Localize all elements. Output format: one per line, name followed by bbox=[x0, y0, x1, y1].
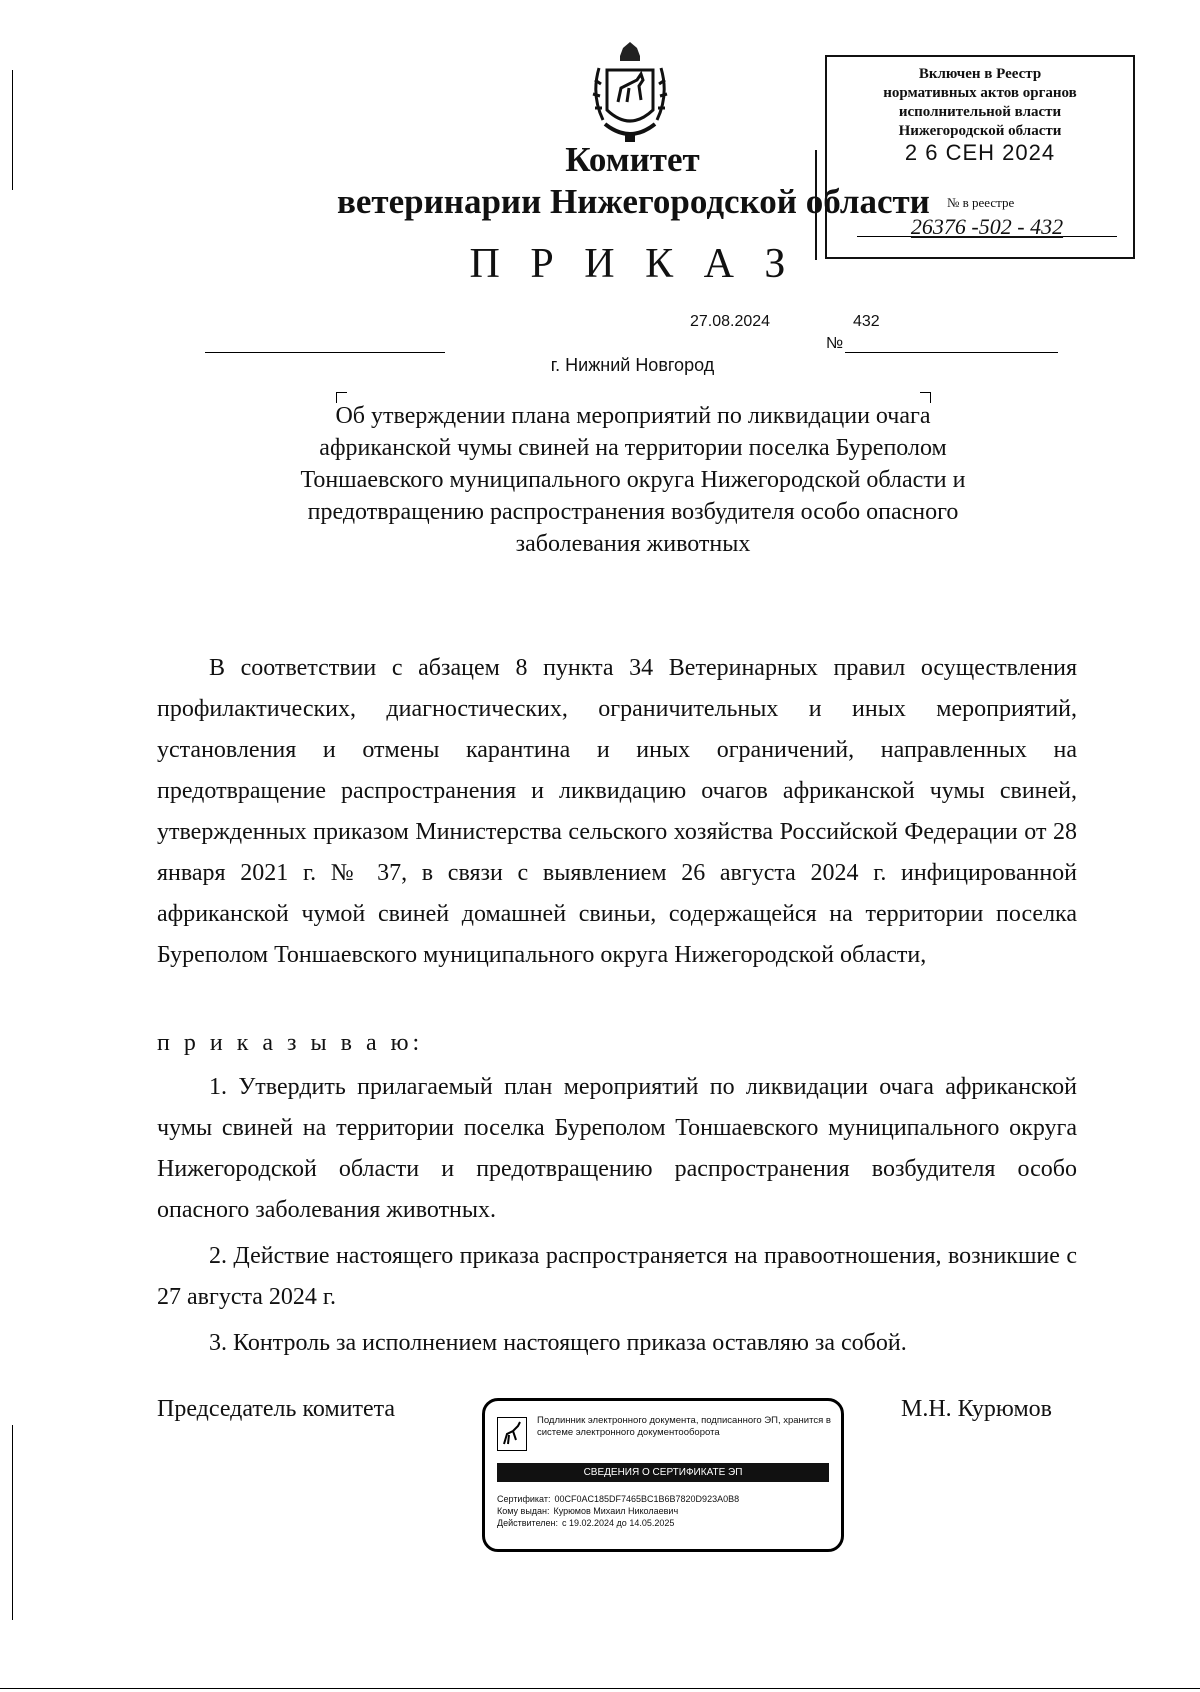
electronic-signature-stamp bbox=[482, 1398, 844, 1552]
order-word: п р и к а з ы в а ю: bbox=[157, 1030, 424, 1056]
registry-stamp-line: нормативных актов органов bbox=[883, 85, 1077, 101]
ep-issued-row bbox=[497, 1505, 743, 1517]
ep-stamp-header-bar: СВЕДЕНИЯ О СЕРТИФИКАТЕ ЭП bbox=[497, 1463, 829, 1482]
document-type-title: П Р И К А З bbox=[469, 241, 796, 287]
order-subject: Об утверждении плана мероприятий по ликвидации очага африканской чумы свиней на территории поселка Буреполом Тоншаевского муниципального округа Нижегородской области и предотвращению распространения возбудителя особо опасного заболевания животных bbox=[300, 403, 966, 557]
order-preamble: В соответствии с абзацем 8 пункта 34 Ветеринарных правил осуществления профилактических, диагностических, ограничительных и иных мероприятий, установления и отмены карантина и иных ограничений, направленных на предотвращение распространения и ликвидацию очагов африканской чумы свиней, утвержденных приказом Министерства сельского хозяйства Российской Федерации от 28 января 2021 г. № 37, в связи с выявлением 26 августа 2024 г. инфицированной африканской чумой свиней домашней свиньи, содержащейся на территории поселка Буреполом Тоншаевского муниципального округа Нижегородской области, bbox=[157, 655, 1077, 968]
ep-valid-row bbox=[497, 1517, 743, 1529]
signatory-name: М.Н. Курюмов bbox=[901, 1396, 1053, 1422]
order-number-label: № bbox=[826, 335, 844, 352]
coat-of-arms-icon bbox=[585, 40, 675, 150]
ep-certificate-details bbox=[497, 1493, 743, 1529]
committee-name-line2: ветеринарии Нижегородской области bbox=[337, 182, 930, 221]
order-number: 432 bbox=[853, 313, 880, 330]
registry-number: 26376 -502 - 432 bbox=[857, 217, 1117, 237]
order-date: 27.08.2024 bbox=[690, 313, 771, 330]
registry-stamp bbox=[825, 55, 1135, 259]
ep-valid-value: с 19.02.2024 до 14.05.2025 bbox=[562, 1518, 675, 1528]
ep-cert-row bbox=[497, 1493, 743, 1505]
ep-valid-label: Действителен: bbox=[497, 1518, 559, 1528]
ep-issued-value: Курюмов Михаил Николаевич bbox=[553, 1506, 679, 1516]
signatory-title: Председатель комитета bbox=[157, 1396, 396, 1422]
order-items bbox=[157, 1067, 1077, 1369]
registry-stamp-text bbox=[827, 65, 1133, 141]
deer-emblem-icon bbox=[497, 1417, 527, 1451]
stamp-left-rule bbox=[815, 150, 821, 260]
order-item: 1. Утвердить прилагаемый план мероприятий по ликвидации очага африканской чумы свиней на территории поселка Буреполом Тоншаевского муниципального округа Нижегородской области и предотвращению распространения возбудителя особо опасного заболевания животных. bbox=[157, 1074, 1077, 1223]
ep-cert-value: 00CF0AC185DF7465BC1B6B7820D923A0B8 bbox=[554, 1494, 740, 1504]
ep-issued-label: Кому выдан: bbox=[497, 1506, 550, 1516]
ep-cert-label: Сертификат: bbox=[497, 1494, 551, 1504]
registry-stamp-line: Включен в Реестр bbox=[918, 66, 1042, 82]
ep-stamp-caption: Подлинник электронного документа, подписанного ЭП, хранится в системе электронного документооборота bbox=[537, 1415, 831, 1438]
margin-mark-bottom bbox=[12, 1425, 13, 1620]
number-underline bbox=[845, 352, 1058, 353]
registry-stamp-date: 2 6 СЕН 2024 bbox=[904, 140, 1056, 165]
committee-name-line1: Комитет bbox=[565, 140, 700, 179]
order-item: 2. Действие настоящего приказа распространяется на правоотношения, возникшие с 27 августа 2024 г. bbox=[157, 1243, 1077, 1310]
registry-stamp-line: Нижегородской области bbox=[898, 123, 1062, 139]
page-bottom-rule bbox=[0, 1688, 1200, 1689]
registry-stamp-line: исполнительной власти bbox=[898, 104, 1062, 120]
registry-number-label: № в реестре bbox=[947, 195, 1015, 210]
date-underline bbox=[205, 352, 445, 353]
order-item: 3. Контроль за исполнением настоящего приказа оставляю за собой. bbox=[209, 1330, 907, 1356]
order-city: г. Нижний Новгород bbox=[550, 355, 715, 375]
